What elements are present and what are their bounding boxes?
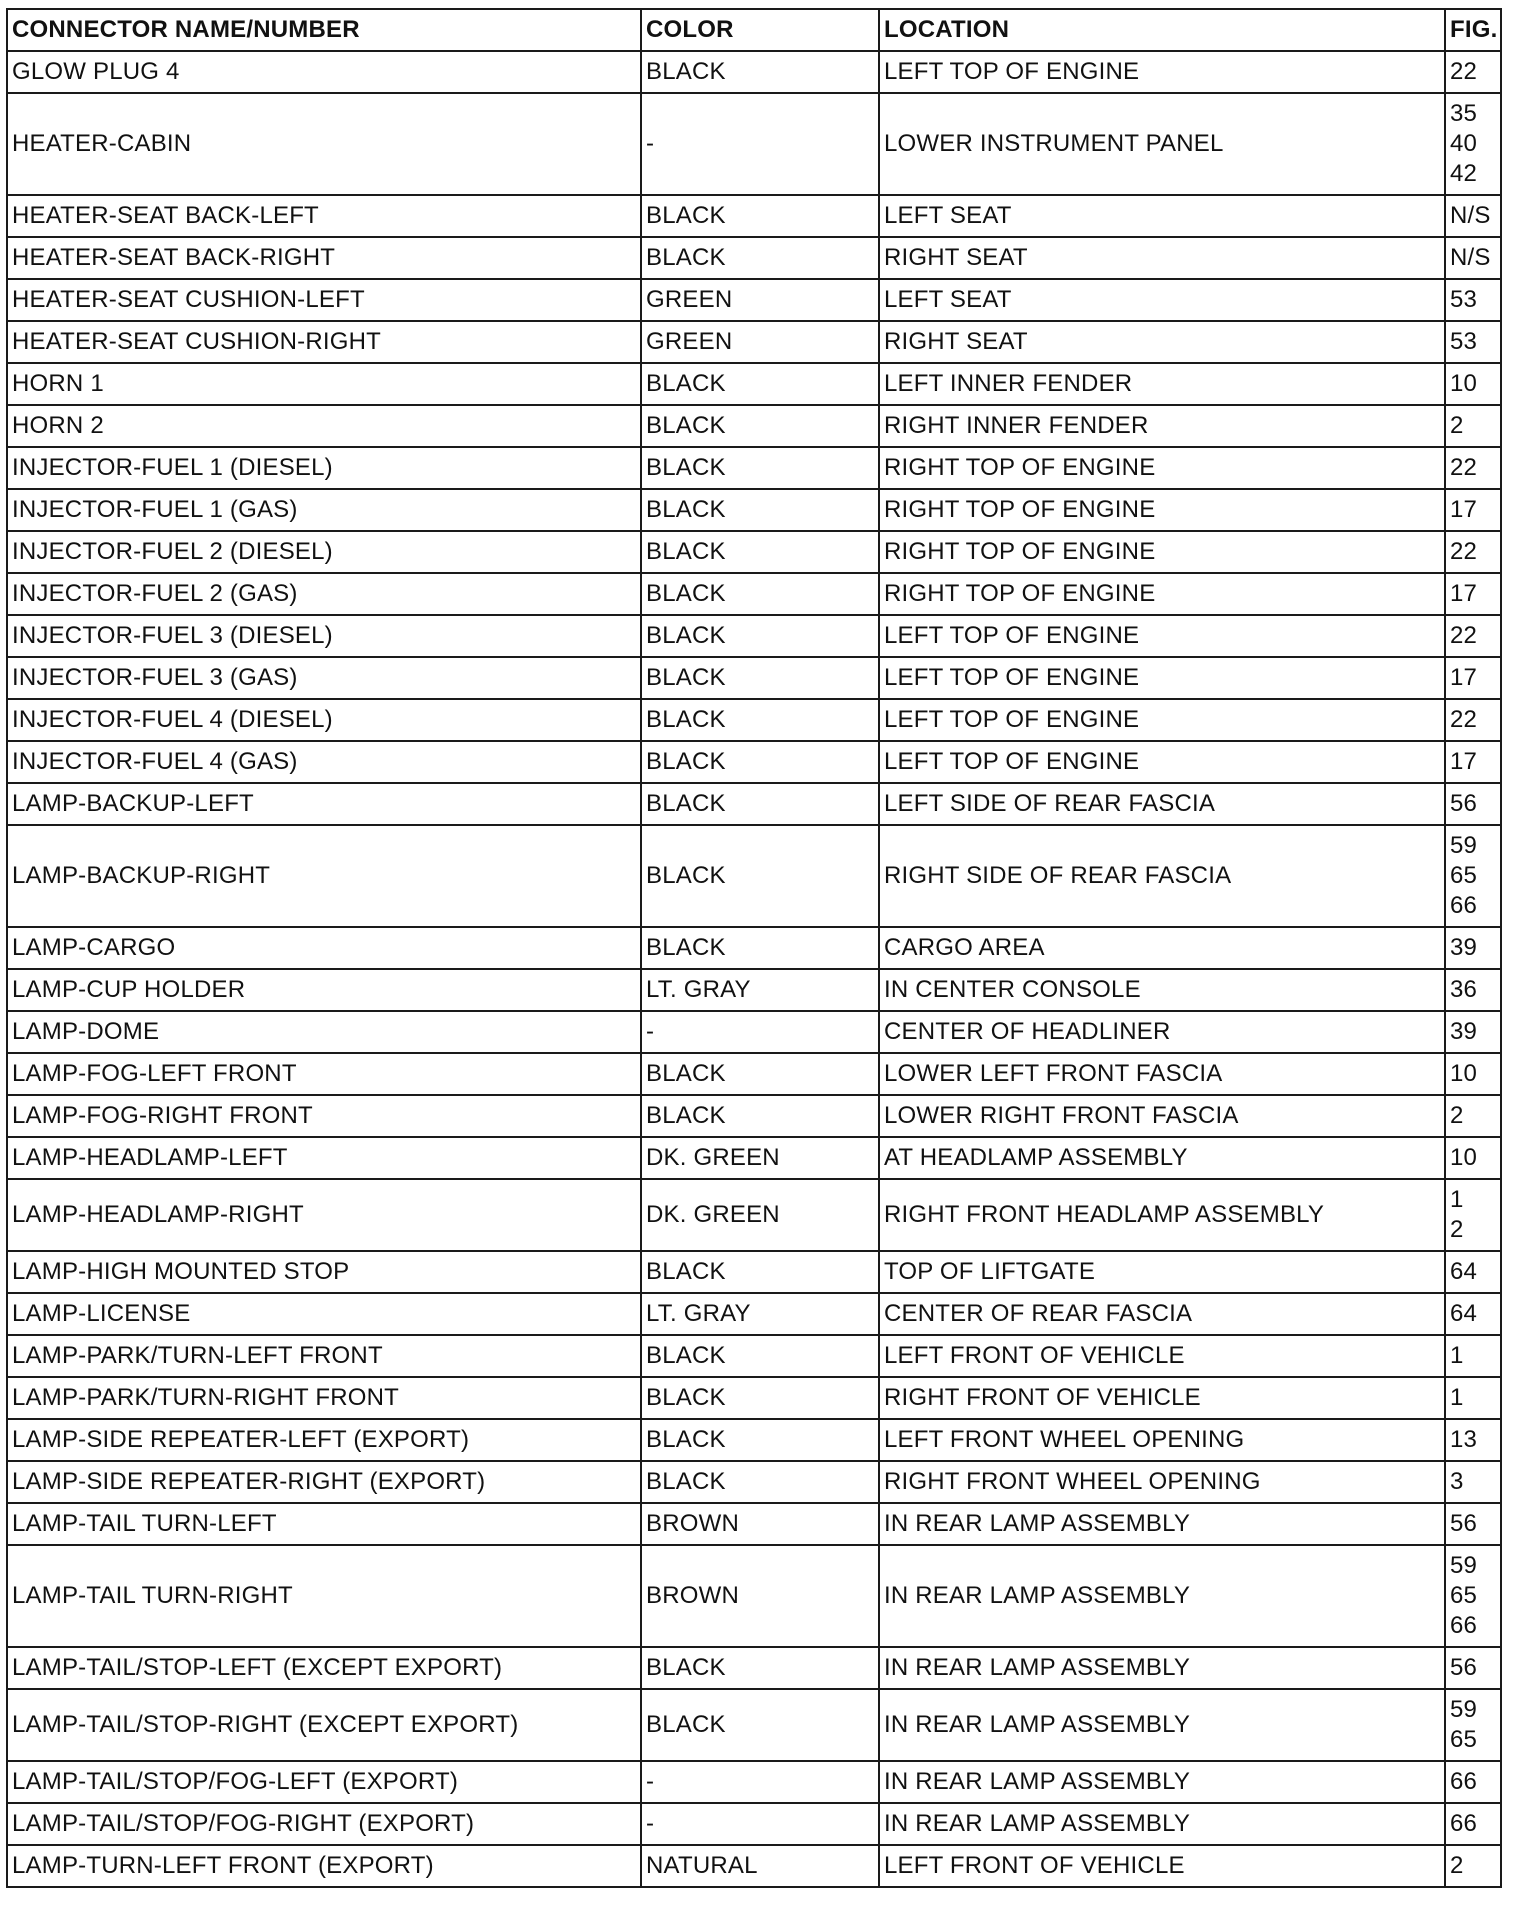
fig-cell: 17 [1445, 657, 1501, 699]
table-row [7, 1461, 1501, 1503]
location-cell: RIGHT INNER FENDER [879, 405, 1445, 447]
fig-cell: 36 [1445, 969, 1501, 1011]
color-cell: BLACK [641, 195, 879, 237]
location-cell: RIGHT SIDE OF REAR FASCIA [879, 825, 1445, 927]
connector-name-cell: LAMP-TAIL/STOP/FOG-RIGHT (EXPORT) [7, 1803, 641, 1845]
fig-cell: 2 [1445, 1095, 1501, 1137]
fig-cell: 2 [1445, 1845, 1501, 1887]
location-cell: RIGHT FRONT WHEEL OPENING [879, 1461, 1445, 1503]
color-cell: BLACK [641, 927, 879, 969]
connector-table [6, 8, 1502, 1888]
color-cell: BROWN [641, 1503, 879, 1545]
location-cell: LEFT TOP OF ENGINE [879, 741, 1445, 783]
color-cell: BLACK [641, 1251, 879, 1293]
connector-name-cell: LAMP-TAIL TURN-LEFT [7, 1503, 641, 1545]
color-cell: BLACK [641, 783, 879, 825]
table-row [7, 699, 1501, 741]
table-row [7, 321, 1501, 363]
location-cell: RIGHT TOP OF ENGINE [879, 531, 1445, 573]
fig-cell: 53 [1445, 279, 1501, 321]
color-cell: BLACK [641, 489, 879, 531]
location-cell: LEFT INNER FENDER [879, 363, 1445, 405]
connector-name-cell: INJECTOR-FUEL 2 (DIESEL) [7, 531, 641, 573]
connector-name-cell: LAMP-TURN-LEFT FRONT (EXPORT) [7, 1845, 641, 1887]
fig-cell: 3 [1445, 1461, 1501, 1503]
location-cell: RIGHT FRONT OF VEHICLE [879, 1377, 1445, 1419]
color-cell: BLACK [641, 1689, 879, 1761]
fig-cell: 53 [1445, 321, 1501, 363]
table-row [7, 1761, 1501, 1803]
color-cell: NATURAL [641, 1845, 879, 1887]
fig-cell: 22 [1445, 615, 1501, 657]
table-row [7, 489, 1501, 531]
fig-cell: 17 [1445, 741, 1501, 783]
connector-name-cell: LAMP-BACKUP-LEFT [7, 783, 641, 825]
fig-cell: 2 [1445, 405, 1501, 447]
color-cell: BLACK [641, 825, 879, 927]
connector-name-cell: LAMP-SIDE REPEATER-RIGHT (EXPORT) [7, 1461, 641, 1503]
header-fig: FIG. [1445, 9, 1501, 51]
table-row [7, 51, 1501, 93]
color-cell: BLACK [641, 1335, 879, 1377]
location-cell: LEFT SIDE OF REAR FASCIA [879, 783, 1445, 825]
connector-name-cell: INJECTOR-FUEL 4 (GAS) [7, 741, 641, 783]
table-row [7, 1293, 1501, 1335]
table-row [7, 573, 1501, 615]
location-cell: RIGHT FRONT HEADLAMP ASSEMBLY [879, 1179, 1445, 1251]
connector-name-cell: LAMP-TAIL TURN-RIGHT [7, 1545, 641, 1647]
table-row [7, 237, 1501, 279]
location-cell: TOP OF LIFTGATE [879, 1251, 1445, 1293]
color-cell: BLACK [641, 699, 879, 741]
location-cell: LEFT TOP OF ENGINE [879, 615, 1445, 657]
connector-name-cell: GLOW PLUG 4 [7, 51, 641, 93]
fig-cell: 10 [1445, 363, 1501, 405]
location-cell: LEFT FRONT OF VEHICLE [879, 1335, 1445, 1377]
location-cell: IN REAR LAMP ASSEMBLY [879, 1647, 1445, 1689]
table-row [7, 447, 1501, 489]
table-row [7, 1335, 1501, 1377]
fig-cell: 64 [1445, 1251, 1501, 1293]
fig-cell: 59 65 [1445, 1689, 1501, 1761]
location-cell: CENTER OF REAR FASCIA [879, 1293, 1445, 1335]
color-cell: BLACK [641, 1419, 879, 1461]
location-cell: RIGHT SEAT [879, 237, 1445, 279]
connector-name-cell: HEATER-SEAT BACK-LEFT [7, 195, 641, 237]
fig-cell: 22 [1445, 699, 1501, 741]
color-cell: - [641, 1761, 879, 1803]
location-cell: LOWER RIGHT FRONT FASCIA [879, 1095, 1445, 1137]
color-cell: BLACK [641, 405, 879, 447]
table-row [7, 531, 1501, 573]
connector-name-cell: HEATER-SEAT CUSHION-LEFT [7, 279, 641, 321]
location-cell: RIGHT TOP OF ENGINE [879, 489, 1445, 531]
color-cell: BLACK [641, 363, 879, 405]
fig-cell: 17 [1445, 573, 1501, 615]
color-cell: - [641, 1803, 879, 1845]
fig-cell: 1 2 [1445, 1179, 1501, 1251]
table-row [7, 615, 1501, 657]
connector-name-cell: LAMP-BACKUP-RIGHT [7, 825, 641, 927]
location-cell: LEFT TOP OF ENGINE [879, 699, 1445, 741]
table-row [7, 195, 1501, 237]
color-cell: - [641, 1011, 879, 1053]
color-cell: BLACK [641, 657, 879, 699]
table-row [7, 1647, 1501, 1689]
color-cell: BLACK [641, 741, 879, 783]
fig-cell: 22 [1445, 447, 1501, 489]
connector-name-cell: LAMP-DOME [7, 1011, 641, 1053]
table-header [7, 9, 1501, 51]
color-cell: GREEN [641, 321, 879, 363]
location-cell: AT HEADLAMP ASSEMBLY [879, 1137, 1445, 1179]
fig-cell: 39 [1445, 1011, 1501, 1053]
table-row [7, 279, 1501, 321]
table-row [7, 405, 1501, 447]
connector-name-cell: LAMP-HIGH MOUNTED STOP [7, 1251, 641, 1293]
fig-cell: 66 [1445, 1803, 1501, 1845]
header-row [7, 9, 1501, 51]
fig-cell: 1 [1445, 1335, 1501, 1377]
location-cell: IN REAR LAMP ASSEMBLY [879, 1503, 1445, 1545]
location-cell: IN CENTER CONSOLE [879, 969, 1445, 1011]
table-row [7, 363, 1501, 405]
color-cell: BROWN [641, 1545, 879, 1647]
connector-name-cell: LAMP-FOG-RIGHT FRONT [7, 1095, 641, 1137]
connector-name-cell: LAMP-PARK/TURN-LEFT FRONT [7, 1335, 641, 1377]
connector-name-cell: HEATER-SEAT BACK-RIGHT [7, 237, 641, 279]
location-cell: LEFT TOP OF ENGINE [879, 657, 1445, 699]
color-cell: BLACK [641, 531, 879, 573]
table-row [7, 1053, 1501, 1095]
header-connector-name: CONNECTOR NAME/NUMBER [7, 9, 641, 51]
fig-cell: 56 [1445, 1647, 1501, 1689]
color-cell: DK. GREEN [641, 1137, 879, 1179]
color-cell: BLACK [641, 1377, 879, 1419]
connector-name-cell: LAMP-PARK/TURN-RIGHT FRONT [7, 1377, 641, 1419]
fig-cell: 66 [1445, 1761, 1501, 1803]
header-location: LOCATION [879, 9, 1445, 51]
location-cell: LOWER INSTRUMENT PANEL [879, 93, 1445, 195]
color-cell: LT. GRAY [641, 969, 879, 1011]
color-cell: DK. GREEN [641, 1179, 879, 1251]
table-row [7, 1011, 1501, 1053]
location-cell: LEFT FRONT WHEEL OPENING [879, 1419, 1445, 1461]
fig-cell: 35 40 42 [1445, 93, 1501, 195]
connector-name-cell: LAMP-SIDE REPEATER-LEFT (EXPORT) [7, 1419, 641, 1461]
fig-cell: 56 [1445, 1503, 1501, 1545]
fig-cell: 56 [1445, 783, 1501, 825]
fig-cell: N/S [1445, 237, 1501, 279]
table-row [7, 1419, 1501, 1461]
table-row [7, 927, 1501, 969]
table-row [7, 969, 1501, 1011]
location-cell: LOWER LEFT FRONT FASCIA [879, 1053, 1445, 1095]
connector-name-cell: LAMP-LICENSE [7, 1293, 641, 1335]
table-row [7, 825, 1501, 927]
fig-cell: 1 [1445, 1377, 1501, 1419]
connector-name-cell: LAMP-TAIL/STOP/FOG-LEFT (EXPORT) [7, 1761, 641, 1803]
location-cell: IN REAR LAMP ASSEMBLY [879, 1761, 1445, 1803]
location-cell: IN REAR LAMP ASSEMBLY [879, 1545, 1445, 1647]
fig-cell: 17 [1445, 489, 1501, 531]
location-cell: LEFT SEAT [879, 279, 1445, 321]
connector-name-cell: LAMP-HEADLAMP-LEFT [7, 1137, 641, 1179]
table-row [7, 741, 1501, 783]
color-cell: - [641, 93, 879, 195]
fig-cell: 13 [1445, 1419, 1501, 1461]
connector-name-cell: LAMP-HEADLAMP-RIGHT [7, 1179, 641, 1251]
connector-name-cell: LAMP-FOG-LEFT FRONT [7, 1053, 641, 1095]
color-cell: BLACK [641, 51, 879, 93]
table-row [7, 783, 1501, 825]
color-cell: GREEN [641, 279, 879, 321]
connector-name-cell: HORN 1 [7, 363, 641, 405]
table-row [7, 1503, 1501, 1545]
table-row [7, 1803, 1501, 1845]
location-cell: RIGHT TOP OF ENGINE [879, 447, 1445, 489]
location-cell: LEFT FRONT OF VEHICLE [879, 1845, 1445, 1887]
fig-cell: 59 65 66 [1445, 1545, 1501, 1647]
connector-name-cell: HEATER-CABIN [7, 93, 641, 195]
table-row [7, 657, 1501, 699]
connector-name-cell: HORN 2 [7, 405, 641, 447]
connector-name-cell: LAMP-CUP HOLDER [7, 969, 641, 1011]
fig-cell: 59 65 66 [1445, 825, 1501, 927]
table-row [7, 93, 1501, 195]
connector-name-cell: LAMP-CARGO [7, 927, 641, 969]
color-cell: BLACK [641, 615, 879, 657]
fig-cell: 64 [1445, 1293, 1501, 1335]
fig-cell: 22 [1445, 51, 1501, 93]
fig-cell: 10 [1445, 1053, 1501, 1095]
connector-name-cell: INJECTOR-FUEL 2 (GAS) [7, 573, 641, 615]
header-color: COLOR [641, 9, 879, 51]
location-cell: RIGHT TOP OF ENGINE [879, 573, 1445, 615]
location-cell: IN REAR LAMP ASSEMBLY [879, 1689, 1445, 1761]
connector-name-cell: LAMP-TAIL/STOP-LEFT (EXCEPT EXPORT) [7, 1647, 641, 1689]
connector-name-cell: INJECTOR-FUEL 3 (DIESEL) [7, 615, 641, 657]
table-row [7, 1095, 1501, 1137]
table-row [7, 1137, 1501, 1179]
connector-name-cell: INJECTOR-FUEL 1 (GAS) [7, 489, 641, 531]
location-cell: CARGO AREA [879, 927, 1445, 969]
color-cell: BLACK [641, 447, 879, 489]
table-row [7, 1845, 1501, 1887]
location-cell: LEFT TOP OF ENGINE [879, 51, 1445, 93]
table-row [7, 1545, 1501, 1647]
connector-name-cell: INJECTOR-FUEL 4 (DIESEL) [7, 699, 641, 741]
connector-name-cell: INJECTOR-FUEL 3 (GAS) [7, 657, 641, 699]
location-cell: CENTER OF HEADLINER [879, 1011, 1445, 1053]
color-cell: LT. GRAY [641, 1293, 879, 1335]
table-row [7, 1689, 1501, 1761]
table-row [7, 1179, 1501, 1251]
fig-cell: 10 [1445, 1137, 1501, 1179]
color-cell: BLACK [641, 1647, 879, 1689]
location-cell: RIGHT SEAT [879, 321, 1445, 363]
color-cell: BLACK [641, 1095, 879, 1137]
location-cell: IN REAR LAMP ASSEMBLY [879, 1803, 1445, 1845]
color-cell: BLACK [641, 1461, 879, 1503]
color-cell: BLACK [641, 573, 879, 615]
table-row [7, 1377, 1501, 1419]
color-cell: BLACK [641, 1053, 879, 1095]
connector-name-cell: INJECTOR-FUEL 1 (DIESEL) [7, 447, 641, 489]
location-cell: LEFT SEAT [879, 195, 1445, 237]
color-cell: BLACK [641, 237, 879, 279]
table-body [7, 51, 1501, 1887]
connector-table-page [6, 8, 1502, 1888]
connector-name-cell: LAMP-TAIL/STOP-RIGHT (EXCEPT EXPORT) [7, 1689, 641, 1761]
fig-cell: 22 [1445, 531, 1501, 573]
table-row [7, 1251, 1501, 1293]
fig-cell: N/S [1445, 195, 1501, 237]
connector-name-cell: HEATER-SEAT CUSHION-RIGHT [7, 321, 641, 363]
fig-cell: 39 [1445, 927, 1501, 969]
